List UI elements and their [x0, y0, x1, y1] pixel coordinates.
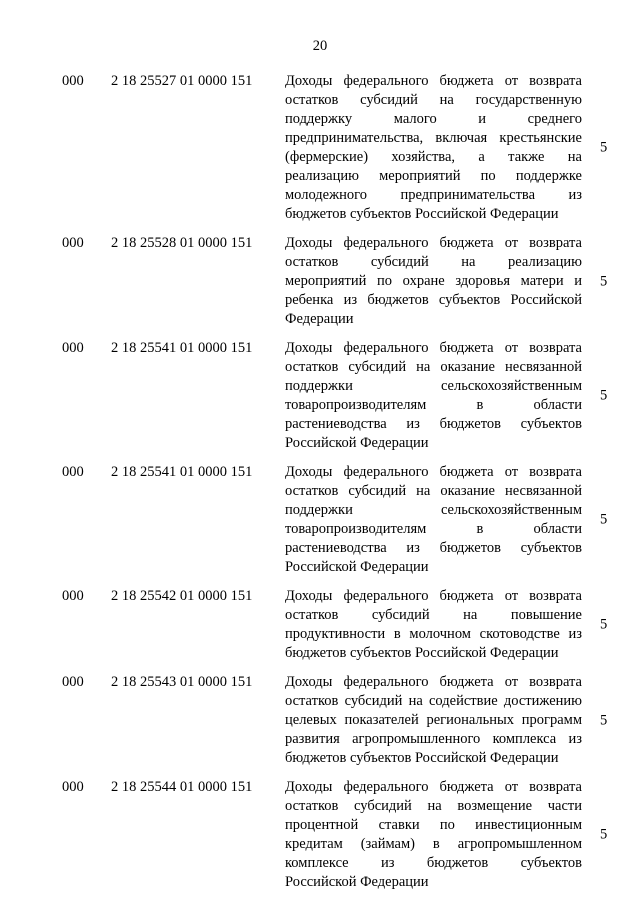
- income-description: [285, 587, 582, 663]
- table-row: [0, 72, 640, 224]
- budget-classification-code: 2 18 25543 01 0000 151: [111, 674, 253, 690]
- description-line: мероприятий по охране здоровья матери и: [285, 273, 582, 289]
- admin-code: 000: [62, 674, 84, 690]
- income-description: [285, 234, 582, 329]
- admin-code: 000: [62, 340, 84, 356]
- description-line: (фермерские) хозяйства, а также на: [285, 149, 582, 165]
- admin-code: 000: [62, 464, 84, 480]
- description-line: поддержку малого и среднего: [285, 111, 582, 127]
- description-line: поддержки сельскохозяйственным: [285, 378, 582, 394]
- admin-code: 000: [62, 73, 84, 89]
- percentage-value: 5: [600, 712, 608, 728]
- table-row: [0, 673, 640, 768]
- description-line: бюджетов субъектов Российской Федерации: [285, 206, 559, 222]
- description-line: остатков субсидий на содействие достижению: [285, 693, 582, 709]
- table-row: [0, 778, 640, 892]
- description-line: Доходы федерального бюджета от возврата: [285, 674, 582, 690]
- percentage-value: 5: [600, 387, 608, 404]
- percentage-value: 5: [600, 139, 608, 156]
- description-line: Доходы федерального бюджета от возврата: [285, 588, 582, 604]
- description-line: остатков субсидий на оказание несвязанной: [285, 483, 582, 499]
- description-line: предпринимательства, включая крестьянские: [285, 130, 582, 146]
- admin-code: 000: [62, 779, 84, 795]
- income-description: [285, 463, 582, 577]
- description-line: Доходы федерального бюджета от возврата: [285, 464, 582, 480]
- description-line: бюджетов субъектов Российской Федерации: [285, 750, 559, 766]
- table-row: [0, 339, 640, 453]
- percentage-value: 5: [600, 826, 608, 843]
- description-line: остатков субсидий на оказание несвязанной: [285, 359, 582, 375]
- income-description: [285, 72, 582, 224]
- description-line: целевых показателей региональных программ: [285, 712, 582, 728]
- percentage-value: 5: [600, 511, 608, 528]
- budget-classification-code: 2 18 25542 01 0000 151: [111, 588, 253, 604]
- description-line: процентной ставки по инвестиционным: [285, 817, 582, 833]
- percentage-value: 5: [600, 273, 608, 289]
- table-row: [0, 463, 640, 577]
- description-line: Российской Федерации: [285, 435, 429, 451]
- description-line: растениеводства из бюджетов субъектов: [285, 416, 582, 432]
- description-line: остатков субсидий на государственную: [285, 92, 582, 108]
- description-line: комплексе из бюджетов субъектов: [285, 855, 582, 871]
- percentage-value: 5: [600, 616, 608, 633]
- description-line: ребенка из бюджетов субъектов Российской: [285, 292, 582, 308]
- description-line: остатков субсидий на повышение: [285, 607, 582, 623]
- table-row: [0, 234, 640, 329]
- budget-classification-code: 2 18 25541 01 0000 151: [111, 340, 253, 356]
- description-line: остатков субсидий на реализацию: [285, 254, 582, 270]
- budget-classification-code: 2 18 25527 01 0000 151: [111, 73, 253, 89]
- description-line: растениеводства из бюджетов субъектов: [285, 540, 582, 556]
- description-line: молодежного предпринимательства из: [285, 187, 582, 203]
- description-line: реализацию мероприятий по поддержке: [285, 168, 582, 184]
- description-line: бюджетов субъектов Российской Федерации: [285, 645, 559, 661]
- description-line: Доходы федерального бюджета от возврата: [285, 779, 582, 795]
- budget-classification-code: 2 18 25541 01 0000 151: [111, 464, 253, 480]
- budget-code-table: [0, 72, 640, 892]
- admin-code: 000: [62, 235, 84, 251]
- income-description: [285, 673, 582, 768]
- description-line: Доходы федерального бюджета от возврата: [285, 340, 582, 356]
- description-line: Российской Федерации: [285, 559, 429, 575]
- description-line: Российской Федерации: [285, 874, 429, 890]
- income-description: [285, 778, 582, 892]
- page-number: 20: [312, 38, 328, 54]
- description-line: кредитам (займам) в агропромышленном: [285, 836, 582, 852]
- income-description: [285, 339, 582, 453]
- description-line: товаропроизводителям в области: [285, 521, 582, 537]
- table-row: [0, 587, 640, 663]
- description-line: остатков субсидий на возмещение части: [285, 798, 582, 814]
- budget-classification-code: 2 18 25528 01 0000 151: [111, 235, 253, 251]
- description-line: Доходы федерального бюджета от возврата: [285, 235, 582, 251]
- budget-classification-code: 2 18 25544 01 0000 151: [111, 779, 253, 795]
- description-line: товаропроизводителям в области: [285, 397, 582, 413]
- description-line: продуктивности в молочном скотоводстве из: [285, 626, 582, 642]
- admin-code: 000: [62, 588, 84, 604]
- description-line: Доходы федерального бюджета от возврата: [285, 73, 582, 89]
- description-line: развития агропромышленного комплекса из: [285, 731, 582, 747]
- description-line: Федерации: [285, 311, 354, 327]
- description-line: поддержки сельскохозяйственным: [285, 502, 582, 518]
